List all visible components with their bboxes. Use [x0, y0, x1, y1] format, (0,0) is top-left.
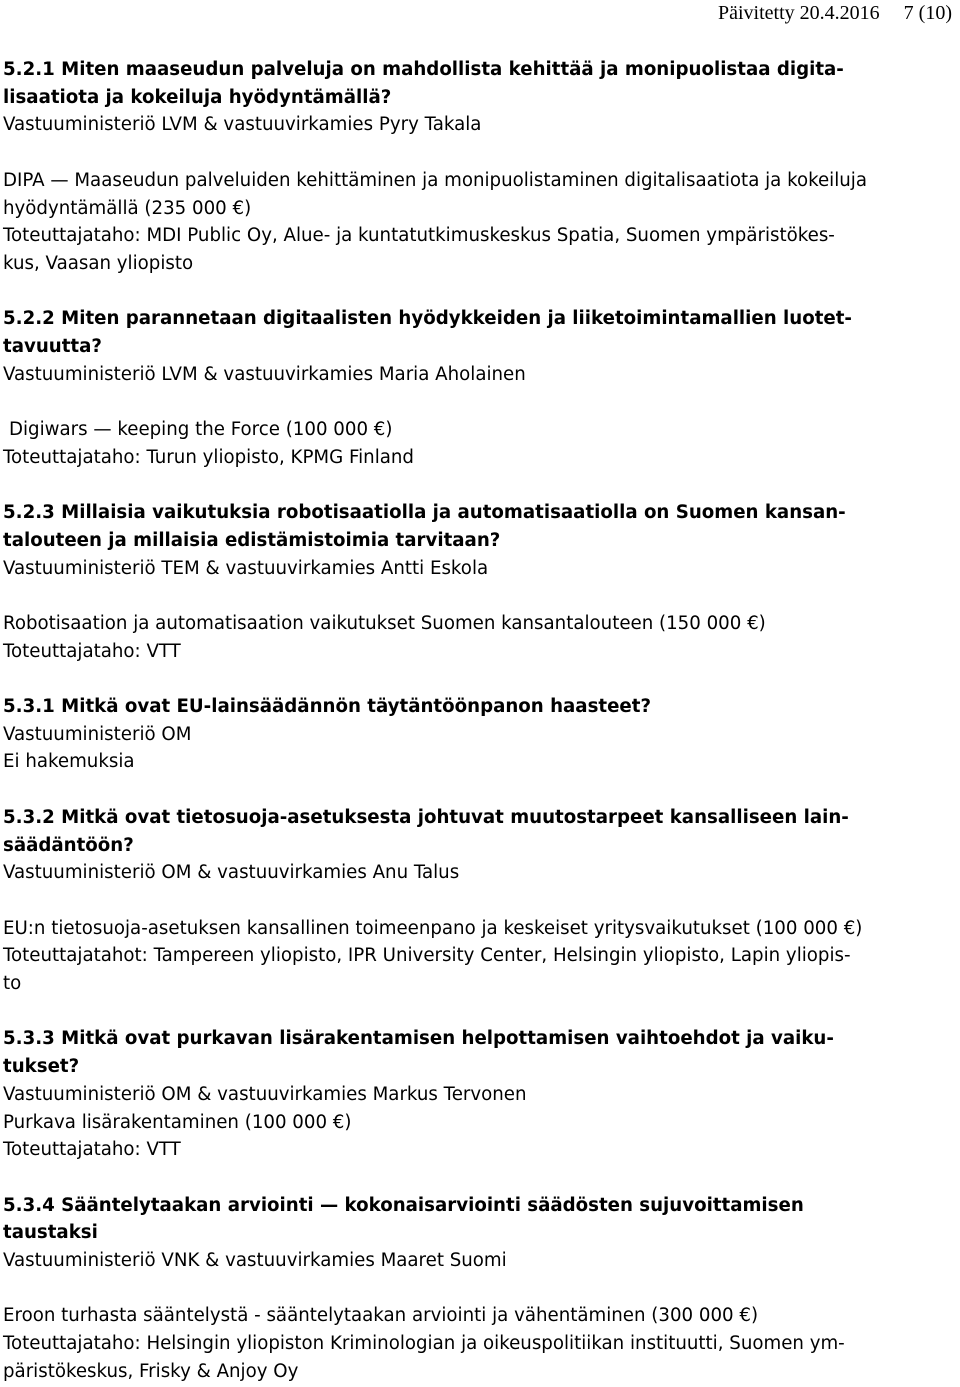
project-title: Eroon turhasta sääntelystä - sääntelytaakan arviointi ja vähentäminen (300 000 €) — [3, 1305, 759, 1327]
responsible-ministry: Vastuuministeriö LVM & vastuuvirkamies Pyry Takala — [3, 114, 482, 136]
project-title — [3, 167, 957, 222]
responsible-ministry: Vastuuministeriö OM & vastuuvirkamies Markus Tervonen — [3, 1083, 527, 1105]
executor-line: Toteuttajatahot: Tampereen yliopisto, IPR University Center, Helsingin yliopisto, Lapin yliopis- — [3, 945, 851, 967]
heading-line: talouteen ja millaisia edistämistoimia tarvitaan? — [3, 529, 501, 551]
section-5-2-2 — [3, 305, 957, 471]
heading-line: 5.3.2 Mitkä ovat tietosuoja-asetuksesta johtuvat muutostarpeet kansalliseen lain- — [3, 806, 849, 828]
updated-date: Päivitetty 20.4.2016 — [718, 2, 880, 24]
heading-line: 5.2.1 Miten maaseudun palveluja on mahdollista kehittää ja monipuolistaa digita- — [3, 59, 844, 80]
executor: Toteuttajataho: VTT — [3, 1139, 181, 1161]
heading-line: 5.2.2 Miten parannetaan digitaalisten hyödykkeiden ja liiketoimintamallien luotet- — [3, 308, 852, 330]
responsible-ministry: Vastuuministeriö OM — [3, 723, 192, 745]
responsible-ministry: Vastuuministeriö VNK & vastuuvirkamies Maaret Suomi — [3, 1250, 507, 1272]
section-5-3-3 — [3, 1025, 957, 1164]
executor — [3, 942, 957, 997]
section-heading — [3, 804, 957, 859]
heading-line: taustaksi — [3, 1222, 98, 1244]
heading-line: 5.3.4 Sääntelytaakan arviointi — kokonaisarviointi säädösten sujuvoittamisen — [3, 1194, 804, 1216]
executor-line: to — [3, 973, 22, 995]
project-line: DIPA — Maaseudun palveluiden kehittäminen ja monipuolistaminen digitalisaatiota ja kokeiluja — [3, 169, 868, 191]
heading-line: tukset? — [3, 1056, 80, 1078]
section-heading — [3, 499, 957, 554]
project-title: Digiwars — keeping the Force (100 000 €) — [9, 419, 393, 441]
project-title: Robotisaation ja automatisaation vaikutukset Suomen kansantalouteen (150 000 €) — [3, 612, 766, 634]
section-5-3-4 — [3, 1192, 957, 1386]
executor — [3, 222, 957, 277]
no-applications-note: Ei hakemuksia — [3, 751, 135, 773]
heading-line: 5.3.3 Mitkä ovat purkavan lisärakentamisen helpottamisen vaihtoehdot ja vaiku- — [3, 1028, 834, 1050]
document-body — [3, 56, 957, 1386]
heading-line: tavuutta? — [3, 336, 102, 357]
page-number: 7 (10) — [903, 2, 952, 24]
executor: Toteuttajataho: Turun yliopisto, KPMG Finland — [3, 446, 414, 468]
executor-line: päristökeskus, Frisky & Anjoy Oy — [3, 1360, 299, 1382]
page-header — [718, 2, 952, 25]
project-line: hyödyntämällä (235 000 €) — [3, 197, 252, 219]
executor-line: Toteuttajataho: MDI Public Oy, Alue- ja kuntatutkimuskeskus Spatia, Suomen ympäristökes- — [3, 225, 835, 247]
executor — [3, 1330, 957, 1385]
section-heading — [3, 56, 957, 111]
responsible-ministry: Vastuuministeriö LVM & vastuuvirkamies Maria Aholainen — [3, 363, 526, 385]
section-heading — [3, 1025, 957, 1080]
heading-line: 5.2.3 Millaisia vaikutuksia robotisaatiolla ja automatisaatiolla on Suomen kansan- — [3, 502, 846, 524]
executor-line: Toteuttajataho: Helsingin yliopiston Kriminologian ja oikeuspolitiikan instituutti, Suomen ym- — [3, 1333, 845, 1355]
section-5-2-1 — [3, 56, 957, 278]
responsible-ministry: Vastuuministeriö OM & vastuuvirkamies Anu Talus — [3, 862, 460, 884]
responsible-ministry: Vastuuministeriö TEM & vastuuvirkamies Antti Eskola — [3, 557, 489, 579]
executor-line: kus, Vaasan yliopisto — [3, 252, 194, 274]
executor: Toteuttajataho: VTT — [3, 640, 181, 662]
project-title: Purkava lisärakentaminen (100 000 €) — [3, 1111, 352, 1133]
section-5-3-2 — [3, 804, 957, 998]
section-5-3-1 — [3, 693, 957, 776]
heading-line: säädäntöön? — [3, 834, 134, 856]
project-title: EU:n tietosuoja-asetuksen kansallinen toimeenpano ja keskeiset yritysvaikutukset (100 000 €) — [3, 917, 863, 939]
section-heading — [3, 305, 957, 360]
heading-line: lisaatiota ja kokeiluja hyödyntämällä? — [3, 86, 392, 108]
section-5-2-3 — [3, 499, 957, 665]
section-heading: 5.3.1 Mitkä ovat EU-lainsäädännön täytäntöönpanon haasteet? — [3, 696, 652, 718]
section-heading — [3, 1192, 957, 1247]
